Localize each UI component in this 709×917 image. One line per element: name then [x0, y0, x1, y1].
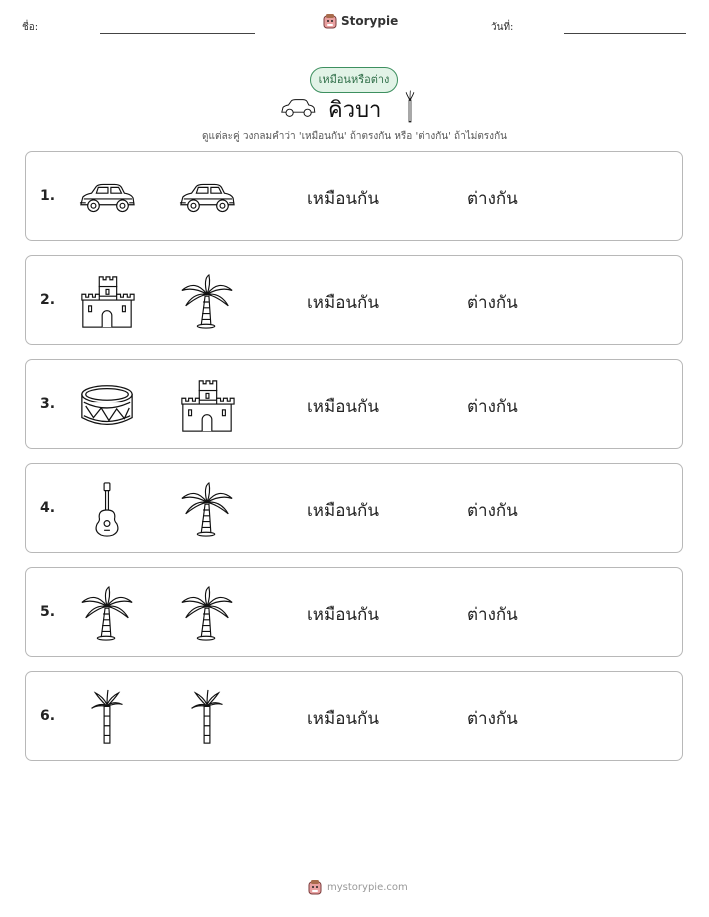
same-option[interactable]: เหมือนกัน — [307, 293, 379, 313]
question-row-4 — [25, 463, 683, 553]
same-option[interactable]: เหมือนกัน — [307, 189, 379, 209]
same-option[interactable]: เหมือนกัน — [307, 605, 379, 625]
different-option[interactable]: ต่างกัน — [467, 189, 518, 209]
question-number: 6. — [40, 708, 56, 724]
same-option[interactable]: เหมือนกัน — [307, 397, 379, 417]
drum-icon — [78, 377, 136, 435]
question-number: 3. — [40, 396, 56, 412]
question-number: 4. — [40, 500, 56, 516]
different-option[interactable]: ต่างกัน — [467, 397, 518, 417]
worksheet-type-badge: เหมือนหรือต่าง — [310, 67, 398, 93]
different-option[interactable]: ต่างกัน — [467, 293, 518, 313]
storypie-mascot-icon — [323, 13, 337, 29]
car-icon — [280, 96, 316, 116]
sugarcane-icon — [178, 689, 236, 747]
car-icon — [178, 169, 236, 227]
question-row-3 — [25, 359, 683, 449]
palm-tree-icon — [78, 585, 136, 643]
sugarcane-icon — [400, 90, 420, 124]
date-label: วันที่: — [491, 22, 514, 33]
palm-tree-icon — [178, 273, 236, 331]
question-row-6 — [25, 671, 683, 761]
name-field-line[interactable] — [100, 33, 255, 34]
car-icon — [78, 169, 136, 227]
same-option[interactable]: เหมือนกัน — [307, 501, 379, 521]
sugarcane-icon — [78, 689, 136, 747]
castle-icon — [178, 377, 236, 435]
same-option[interactable]: เหมือนกัน — [307, 709, 379, 729]
question-number: 2. — [40, 292, 56, 308]
instructions: ดูแต่ละคู่ วงกลมคำว่า 'เหมือนกัน' ถ้าตรงกัน หรือ 'ต่างกัน' ถ้าไม่ตรงกัน — [202, 131, 507, 142]
question-row-2 — [25, 255, 683, 345]
different-option[interactable]: ต่างกัน — [467, 501, 518, 521]
question-number: 5. — [40, 604, 56, 620]
different-option[interactable]: ต่างกัน — [467, 709, 518, 729]
brand-name: Storypie — [341, 14, 399, 28]
castle-icon — [78, 273, 136, 331]
footer-site-link[interactable]: mystorypie.com — [327, 881, 408, 893]
question-row-1 — [25, 151, 683, 241]
title-row — [280, 90, 430, 124]
palm-tree-icon — [178, 481, 236, 539]
date-field-line[interactable] — [564, 33, 686, 34]
storypie-mascot-icon — [308, 879, 322, 895]
worksheet-title: คิวบา — [328, 98, 382, 123]
guitar-icon — [78, 481, 136, 539]
different-option[interactable]: ต่างกัน — [467, 605, 518, 625]
question-number: 1. — [40, 188, 56, 204]
name-label: ชื่อ: — [22, 22, 39, 33]
question-row-5 — [25, 567, 683, 657]
footer — [308, 879, 408, 895]
palm-tree-icon — [178, 585, 236, 643]
brand-logo — [323, 13, 398, 29]
